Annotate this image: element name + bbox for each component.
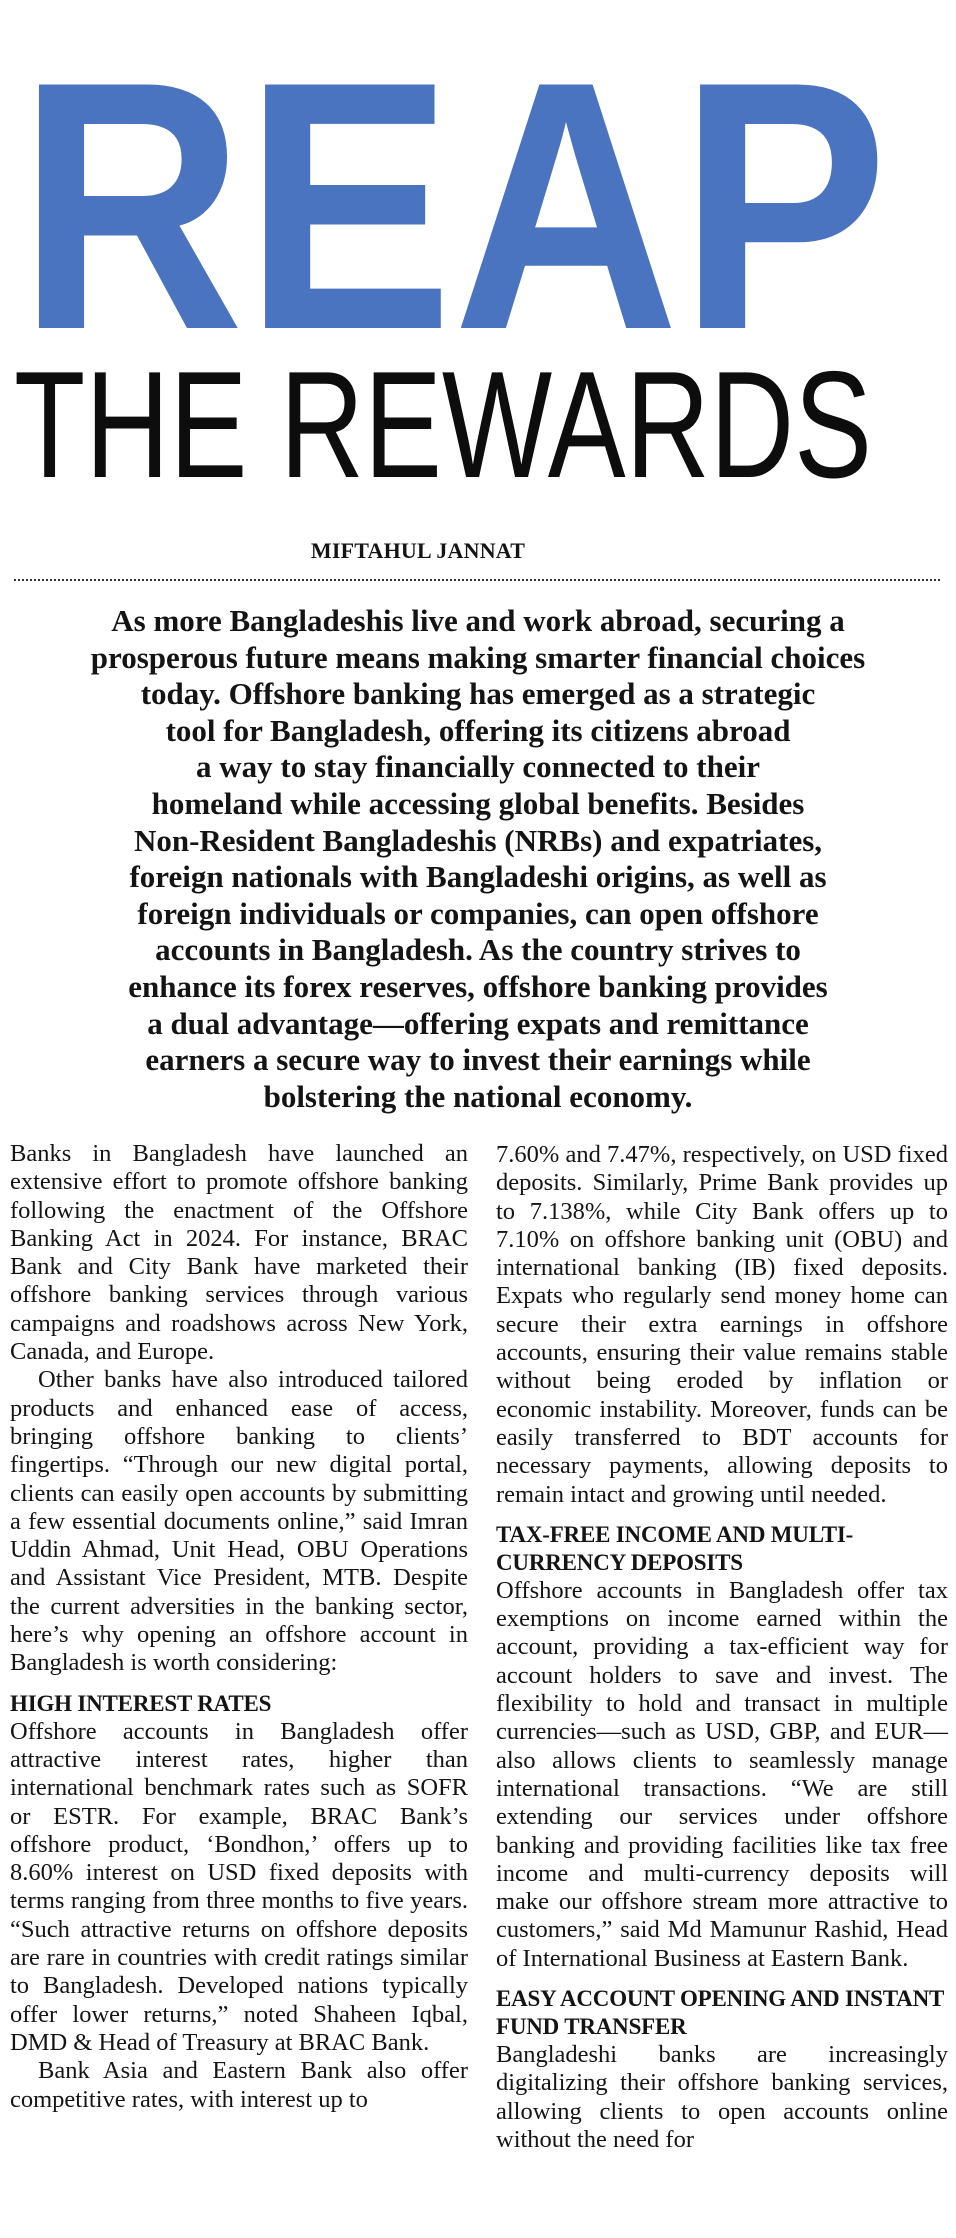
section-heading: TAX-FREE INCOME AND MULTI-CURRENCY DEPOSITS bbox=[496, 1521, 854, 1575]
section-heading: EASY ACCOUNT OPENING AND INSTANT FUND TRANSFER bbox=[496, 1986, 944, 2040]
headline-rewards-text: THE REWARDS bbox=[14, 350, 872, 500]
body-paragraph: Offshore accounts in Bangladesh offer attractive interest rates, higher than international benchmark rates such as SOFR or ESTR. For example, BRAC Bank’s offshore product, ‘Bondhon,’ offers up to 8.60% interest on USD fixed deposits with terms ranging from three months to five years. “Such attractive returns on offshore deposits are rare in countries with credit ratings similar to Bangladesh. Developed nations typically offer lower returns,” noted Shaheen Iqbal, DMD & Head of Treasury at BRAC Bank. bbox=[10, 1717, 468, 2056]
section-heading: HIGH INTEREST RATES bbox=[10, 1690, 272, 1716]
body-paragraph: 7.60% and 7.47%, respectively, on USD fixed deposits. Similarly, Prime Bank provides up to 7.138%, while City Bank offers up to 7.10% on offshore banking unit (OBU) and international banking (IB) fixed deposits. Expats who regularly send money home can secure their extra earnings in offshore accounts, ensuring their value remains stable without being eroded by inflation or economic instability. Moreover, funds can be easily transferred to BDT accounts for necessary payments, allowing deposits to remain intact and growing until needed. bbox=[496, 1141, 948, 1508]
body-paragraph: Bank Asia and Eastern Bank also offer competitive rates, with interest up to bbox=[10, 2057, 468, 2113]
body-paragraph: Offshore accounts in Bangladesh offer tax exemptions on income earned within the account, providing a tax-efficient way for account holders to save and invest. The flexibility to hold and transact in multiple currencies—such as USD, GBP, and EUR—also allows clients to seamlessly manage international transactions. “We are still extending our services under offshore banking and providing facilities like tax free income and multi-currency deposits will make our offshore stream more attractive to customers,” said Md Mamunur Rashid, Head of International Business at Eastern Bank. bbox=[496, 1576, 948, 1972]
headline-reap bbox=[18, 70, 938, 360]
body-paragraph: Other banks have also introduced tailored products and enhanced ease of access, bringing offshore banking to clients’ fingertips. “Through our new digital portal, clients can easily open accounts by submitting a few essential documents online,” said Imran Uddin Ahmad, Unit Head, OBU Operations and Assistant Vice President, MTB. Despite the current adversities in the banking sector, here’s why opening an offshore account in Bangladesh is worth considering: bbox=[10, 1366, 468, 1677]
body-column-left bbox=[10, 1140, 468, 2114]
body-paragraph: Bangladeshi banks are increasingly digitalizing their offshore banking services, allowing clients to open accounts online without the need for bbox=[496, 2041, 948, 2153]
headline-rewards bbox=[14, 350, 934, 500]
headline-reap-text: REAP bbox=[18, 70, 888, 360]
body-paragraph: Banks in Bangladesh have launched an extensive effort to promote offshore banking following the enactment of the Offshore Banking Act in 2024. For instance, BRAC Bank and City Bank have marketed their offshore banking services through various campaigns and roadshows across New York, Canada, and Europe. bbox=[10, 1140, 468, 1366]
standfirst: As more Bangladeshis live and work abroad, securing a prosperous future means making smarter financial choices today. Offshore banking has emerged as a strategic tool for Bangladesh, offering its citizens abroad a way to stay financially connected to their homeland while accessing global benefits. Besides Non-Resident Bangladeshis (NRBs) and expatriates, foreign nationals with Bangladeshi origins, as well as foreign individuals or companies, can open offshore accounts in Bangladesh. As the country strives to enhance its forex reserves, offshore banking provides a dual advantage—offering expats and remittance earners a secure way to invest their earnings while bolstering the national economy. bbox=[90, 603, 866, 1114]
author-byline: MIFTAHUL JANNAT bbox=[310, 538, 526, 563]
dotted-divider bbox=[14, 579, 940, 581]
body-column-right bbox=[496, 1141, 948, 2154]
